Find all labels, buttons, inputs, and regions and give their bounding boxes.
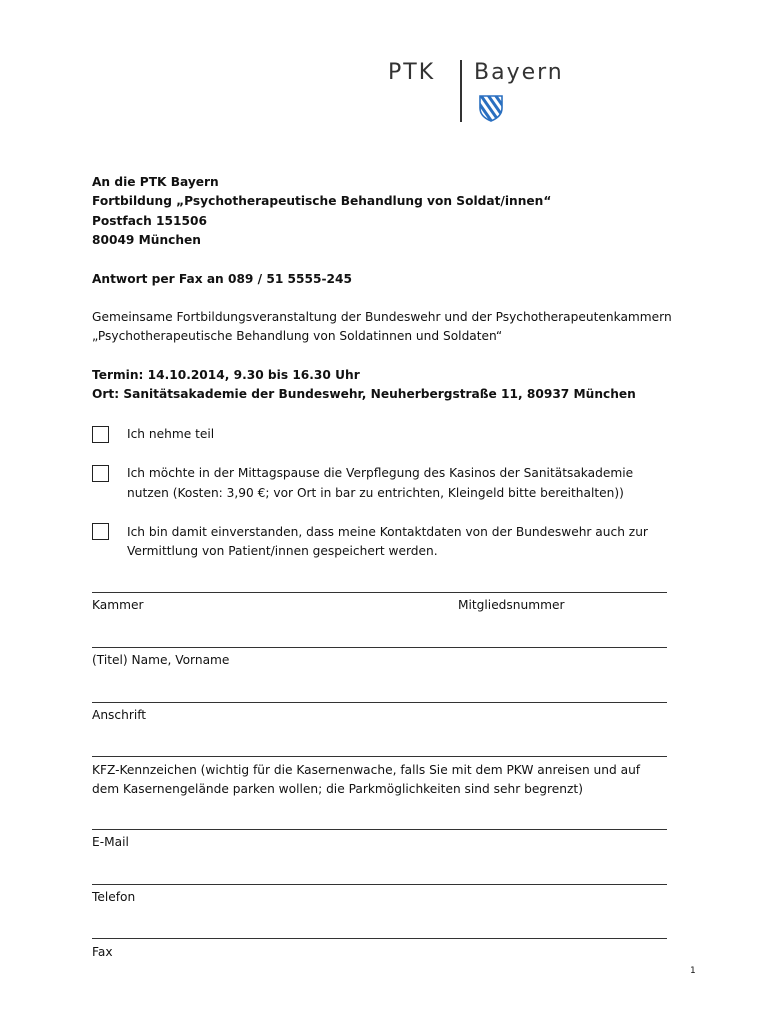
mitgliedsnummer-label: Mitgliedsnummer bbox=[458, 598, 565, 612]
intro-line-2: „Psychotherapeutische Behandlung von Soldatinnen und Soldaten“ bbox=[92, 329, 503, 343]
kfz-label-line-1: KFZ-Kennzeichen (wichtig für die Kasernenwache, falls Sie mit dem PKW anreisen und auf bbox=[92, 763, 641, 777]
name-input-line[interactable] bbox=[92, 647, 667, 648]
telefon-input-line[interactable] bbox=[92, 884, 667, 885]
kfz-input-line[interactable] bbox=[92, 756, 667, 757]
intro-line-1: Gemeinsame Fortbildungsveranstaltung der Bundeswehr und der Psychotherapeutenkammern bbox=[92, 310, 672, 324]
participation-checkbox[interactable] bbox=[92, 426, 109, 443]
kammer-label: Kammer bbox=[92, 598, 144, 612]
fax-label: Fax bbox=[92, 945, 113, 959]
kfz-label-line-2: dem Kasernengelände parken wollen; die Parkmöglichkeiten sind sehr begrenzt) bbox=[92, 782, 583, 796]
logo-bayern-text: Bayern bbox=[474, 60, 564, 85]
name-label: (Titel) Name, Vorname bbox=[92, 653, 230, 667]
logo-separator bbox=[460, 60, 462, 122]
catering-label-line-1: Ich möchte in der Mittagspause die Verpflegung des Kasinos der Sanitätsakademie bbox=[127, 466, 634, 480]
address-line-4: 80049 München bbox=[92, 233, 201, 247]
address-line-2: Fortbildung „Psychotherapeutische Behandlung von Soldat/innen“ bbox=[92, 194, 552, 208]
address-line-3: Postfach 151506 bbox=[92, 214, 207, 228]
address-line-1: An die PTK Bayern bbox=[92, 175, 219, 189]
anschrift-input-line[interactable] bbox=[92, 702, 667, 703]
logo-ptk-text: PTK bbox=[388, 60, 436, 85]
event-location: Ort: Sanitätsakademie der Bundeswehr, Neuherbergstraße 11, 80937 München bbox=[92, 387, 636, 401]
bavarian-shield-icon bbox=[478, 94, 504, 122]
fax-input-line[interactable] bbox=[92, 938, 667, 939]
email-label: E-Mail bbox=[92, 835, 129, 849]
data-consent-label-line-2: Vermittlung von Patient/innen gespeichert werden. bbox=[127, 544, 438, 558]
data-consent-checkbox[interactable] bbox=[92, 523, 109, 540]
data-consent-label-line-1: Ich bin damit einverstanden, dass meine Kontaktdaten von der Bundeswehr auch zur bbox=[127, 525, 648, 539]
event-date: Termin: 14.10.2014, 9.30 bis 16.30 Uhr bbox=[92, 368, 360, 382]
email-input-line[interactable] bbox=[92, 829, 667, 830]
catering-label-line-2: nutzen (Kosten: 3,90 €; vor Ort in bar zu entrichten, Kleingeld bitte bereithalten)) bbox=[127, 486, 624, 500]
page-number: 1 bbox=[690, 966, 696, 976]
anschrift-label: Anschrift bbox=[92, 708, 147, 722]
catering-checkbox[interactable] bbox=[92, 465, 109, 482]
kammer-input-line[interactable] bbox=[92, 592, 667, 593]
telefon-label: Telefon bbox=[92, 890, 136, 904]
fax-reply-heading: Antwort per Fax an 089 / 51 5555-245 bbox=[92, 272, 352, 286]
participation-label: Ich nehme teil bbox=[127, 427, 215, 441]
